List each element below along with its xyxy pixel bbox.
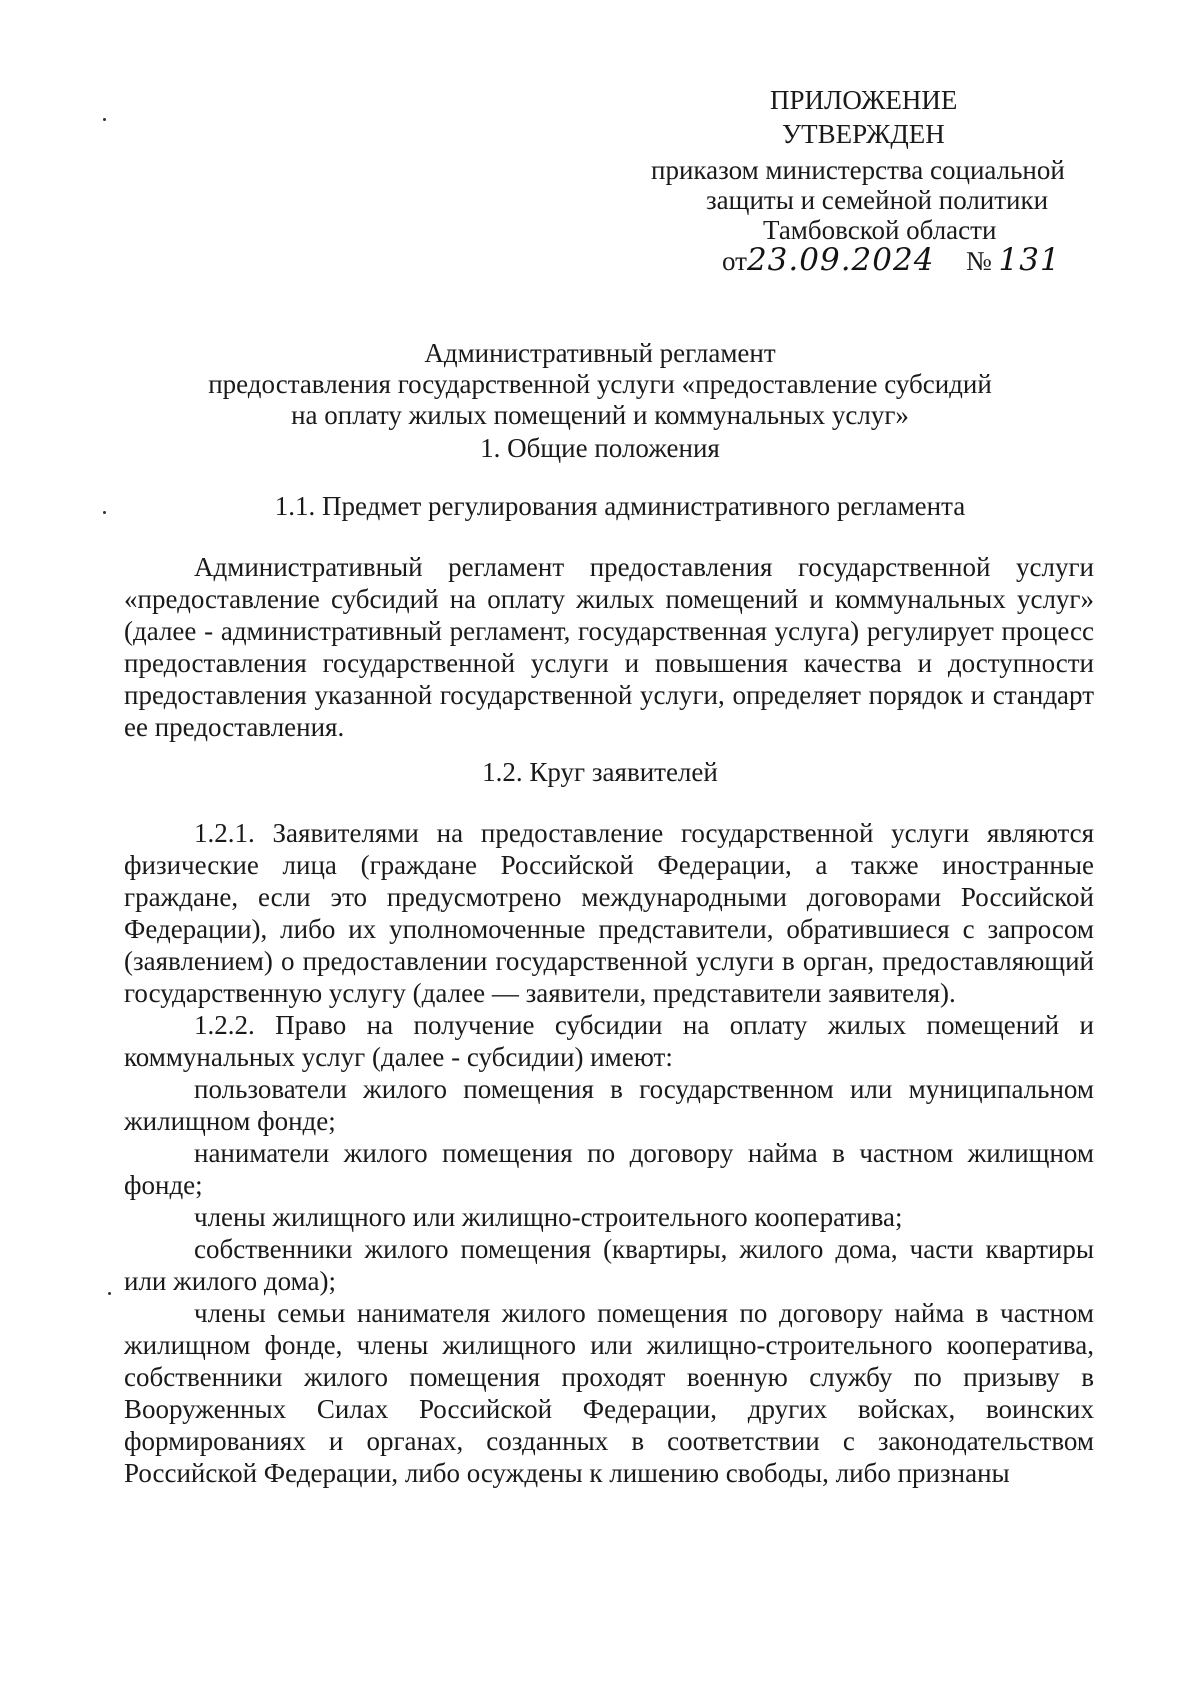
title-line-2: предоставления государственной услуги «предоставление субсидий: [208, 369, 992, 399]
number-prefix: №: [965, 246, 992, 276]
paragraph-1-2-2: 1.2.2. Право на получение субсидии на оплату жилых помещений и коммунальных услуг (далее - субсидии) имеют:: [124, 1010, 1094, 1072]
list-item: собственники жилого помещения (квартиры, жилого дома, части квартиры или жилого дома);: [124, 1234, 1094, 1296]
document-title: [0, 338, 1200, 431]
list-item: члены семьи нанимателя жилого помещения по договору найма в частном жилищном фонде, члены жилищного или жилищно-строительного кооператива, собственники жилого помещения проходят военную службу по призыву в Вооруженных Силах Российской Федерации, других войсках, воинских формированиях и органах, созданных в соответствии с законодательством Российской Федерации, либо осуждены к лишению свободы, либо признаны: [124, 1298, 1094, 1488]
section-heading: 1. Общие положения: [480, 433, 720, 463]
scan-speck: [103, 118, 106, 121]
scan-speck: [108, 1292, 111, 1295]
approval-line-ministry: защиты и семейной политики: [706, 185, 1049, 215]
title-line-3: на оплату жилых помещений и коммунальных услуг»: [291, 400, 909, 430]
handwritten-number: 131: [998, 242, 1061, 278]
paragraph-1-2-1: 1.2.1. Заявителями на предоставление государственной услуги являются физические лица (граждане Российской Федерации, а также иностранные граждане, если это предусмотрено международными договорами Российской Федерации), либо их уполномоченные представители, обратившиеся с запросом (заявлением) о предоставлении государственной услуги в орган, предоставляющий государственную услугу (далее — заявители, представители заявителя).: [124, 818, 1094, 1008]
approval-date-line: [722, 244, 1061, 277]
handwritten-date: 23.09.2024: [746, 242, 935, 278]
paragraph: Административный регламент предоставления государственной услуги «предоставление субсидий на оплату жилых помещений и коммунальных услуг» (далее - административный регламент, государственная услуга) регулирует процесс предоставления государственной услуги и повышения качества и доступности предоставления указанной государственной услуги, определяет порядок и стандарт ее предоставления.: [124, 552, 1094, 742]
approved-label: УТВЕРЖДЕН: [782, 119, 945, 149]
list-item: пользователи жилого помещения в государственном или муниципальном жилищном фонде;: [124, 1074, 1094, 1136]
subsection-heading-1-2: 1.2. Круг заявителей: [482, 757, 718, 787]
subsection-1-2-body: [124, 817, 1094, 1489]
title-line-1: Административный регламент: [424, 338, 776, 368]
appendix-label: ПРИЛОЖЕНИЕ: [770, 85, 958, 115]
subsection-heading-1-1: 1.1. Предмет регулирования административного регламента: [274, 491, 966, 521]
date-prefix: от: [722, 246, 747, 276]
approval-line-order: приказом министерства социальной: [651, 155, 1065, 185]
subsection-1-1-body: [124, 551, 1094, 743]
approval-line-region: Тамбовской области: [763, 215, 997, 245]
list-item: члены жилищного или жилищно-строительного кооператива;: [194, 1202, 903, 1232]
list-item: наниматели жилого помещения по договору найма в частном жилищном фонде;: [124, 1138, 1094, 1200]
